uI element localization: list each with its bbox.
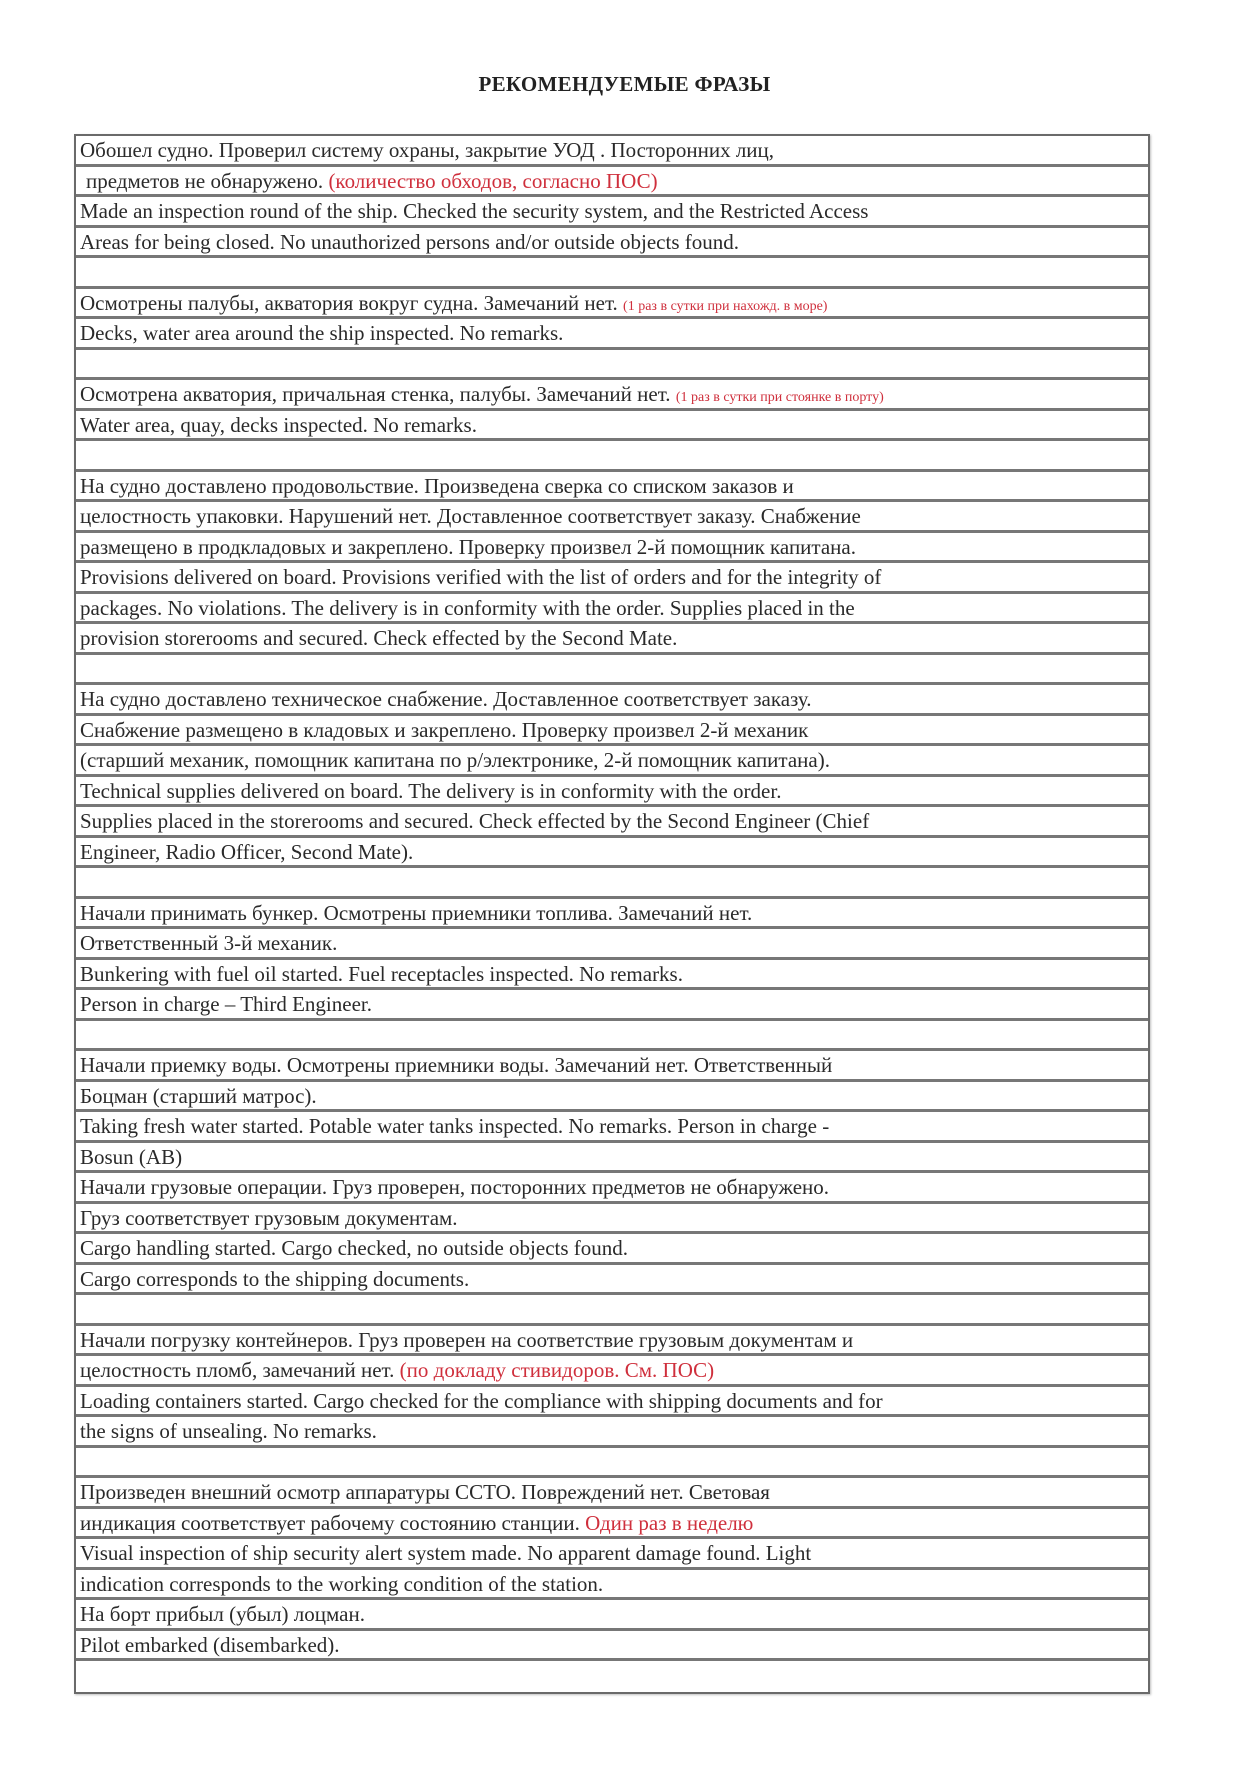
table-row: [76, 1051, 1148, 1082]
table-row: [76, 746, 1148, 777]
phrases-table: [74, 134, 1150, 1694]
table-row: [76, 1509, 1148, 1540]
row-note-red: (1 раз в сутки при стоянке в порту): [675, 390, 884, 405]
table-row: [76, 1356, 1148, 1387]
table-row: [76, 838, 1148, 869]
table-row: [76, 1631, 1148, 1662]
table-row-empty: [76, 441, 1148, 472]
table-row: [76, 228, 1148, 259]
row-text: Technical supplies delivered on board. The delivery is in conformity with the order.: [80, 778, 782, 803]
table-row: [76, 1112, 1148, 1143]
table-row: [76, 777, 1148, 808]
row-text: Ответственный 3-й механик.: [80, 931, 338, 955]
table-row-empty: [76, 1661, 1148, 1692]
row-text: indication corresponds to the working condition of the station.: [80, 1571, 604, 1596]
table-row-empty: [76, 655, 1148, 686]
table-row: [76, 319, 1148, 350]
table-row-empty: [76, 1448, 1148, 1479]
row-text: Engineer, Radio Officer, Second Mate).: [80, 839, 414, 864]
row-text: Visual inspection of ship security alert system made. No apparent damage found. Light: [80, 1541, 812, 1565]
table-row: [76, 685, 1148, 716]
row-text: Water area, quay, decks inspected. No remarks.: [80, 412, 477, 437]
page-title: РЕКОМЕНДУЕМЫЕ ФРАЗЫ: [478, 72, 771, 96]
row-text: Provisions delivered on board. Provisions verified with the list of orders and for the integrity of: [80, 565, 882, 589]
row-text: Произведен внешний осмотр аппаратуры ССТО. Повреждений нет. Световая: [80, 1480, 770, 1504]
table-row: [76, 990, 1148, 1021]
table-row: [76, 594, 1148, 625]
row-text: индикация соответствует рабочему состоянию станции.: [80, 1510, 586, 1535]
row-text: Taking fresh water started. Potable water tanks inspected. No remarks. Person in charge -: [80, 1114, 830, 1138]
row-text: Pilot embarked (disembarked).: [80, 1632, 340, 1657]
row-text: Person in charge – Third Engineer.: [80, 992, 372, 1016]
row-text: целостность упаковки. Нарушений нет. Доставленное соответствует заказу. Снабжение: [80, 504, 861, 528]
row-text: На судно доставлено техническое снабжение. Доставленное соответствует заказу.: [80, 687, 812, 711]
table-row: [76, 1570, 1148, 1601]
table-row: [76, 1265, 1148, 1296]
table-row: [76, 1234, 1148, 1265]
row-text: размещено в продкладовых и закреплено. Проверку произвел 2-й помощник капитана.: [80, 534, 856, 559]
table-row: [76, 380, 1148, 411]
row-text: предметов не обнаружено.: [86, 168, 329, 193]
table-row-empty: [76, 350, 1148, 381]
table-row: [76, 1173, 1148, 1204]
row-text: provision storerooms and secured. Check effected by the Second Mate.: [80, 626, 678, 650]
table-row: [76, 472, 1148, 503]
table-row: [76, 899, 1148, 930]
table-row: [76, 502, 1148, 533]
table-row: [76, 289, 1148, 320]
row-note-red: (по докладу стивидоров. См. ПОС): [399, 1358, 715, 1382]
row-text: Made an inspection round of the ship. Checked the security system, and the Restricted Access: [80, 199, 869, 223]
row-note-red: (количество обходов, согласно ПОС): [328, 168, 658, 193]
table-row: [76, 167, 1148, 198]
row-text: Bunkering with fuel oil started. Fuel receptacles inspected. No remarks.: [80, 961, 683, 986]
row-text: Loading containers started. Cargo checked for the compliance with shipping documents and for: [80, 1388, 883, 1413]
row-text: Начали приемку воды. Осмотрены приемники воды. Замечаний нет. Ответственный: [80, 1053, 833, 1077]
table-row: [76, 563, 1148, 594]
table-row: [76, 807, 1148, 838]
row-note-red: (1 раз в сутки при нахожд. в море): [623, 298, 828, 314]
table-row: [76, 411, 1148, 442]
table-row: [76, 624, 1148, 655]
row-text: Начали принимать бункер. Осмотрены приемники топлива. Замечаний нет.: [80, 900, 753, 925]
table-row-empty: [76, 1021, 1148, 1052]
table-row: [76, 929, 1148, 960]
row-text: Bosun (AB): [80, 1144, 183, 1169]
row-text: packages. No violations. The delivery is in conformity with the order. Supplies placed in the: [80, 595, 855, 620]
table-row-empty: [76, 258, 1148, 289]
row-text: Осмотрена акватория, причальная стенка, палубы. Замечаний нет.: [80, 382, 676, 406]
table-row: [76, 1326, 1148, 1357]
table-row: [76, 197, 1148, 228]
row-text: Снабжение размещено в кладовых и закреплено. Проверку произвел 2-й механик: [80, 717, 809, 742]
row-text: Supplies placed in the storerooms and secured. Check effected by the Second Engineer (Chief: [80, 809, 870, 833]
row-text: На судно доставлено продовольствие. Произведена сверка со списком заказов и: [80, 473, 794, 498]
table-row: [76, 1478, 1148, 1509]
table-row: [76, 1204, 1148, 1235]
row-text: Начали грузовые операции. Груз проверен, посторонних предметов не обнаружено.: [80, 1175, 830, 1199]
table-row: [76, 1417, 1148, 1448]
table-row: [76, 1082, 1148, 1113]
row-text: Cargo handling started. Cargo checked, no outside objects found.: [80, 1236, 629, 1260]
row-text: Груз соответствует грузовым документам.: [80, 1205, 458, 1230]
row-text: Decks, water area around the ship inspected. No remarks.: [80, 321, 564, 345]
table-row: [76, 960, 1148, 991]
table-row: [76, 1387, 1148, 1418]
row-text: (старший механик, помощник капитана по р/электронике, 2-й помощник капитана).: [80, 748, 830, 772]
row-text: Areas for being closed. No unauthorized persons and/or outside objects found.: [80, 229, 739, 254]
row-text: На борт прибыл (убыл) лоцман.: [80, 1602, 365, 1626]
row-text: Начали погрузку контейнеров. Груз проверен на соответствие грузовым документам и: [80, 1327, 854, 1352]
table-row: [76, 533, 1148, 564]
table-row-empty: [76, 868, 1148, 899]
row-text: Обошел судно. Проверил систему охраны, закрытие УОД . Посторонних лиц,: [80, 138, 775, 162]
row-note-red: Один раз в неделю: [585, 1510, 754, 1535]
table-row: [76, 716, 1148, 747]
row-text: Осмотрены палубы, акватория вокруг судна. Замечаний нет.: [80, 290, 624, 315]
table-row: [76, 1600, 1148, 1631]
row-text: the signs of unsealing. No remarks.: [80, 1419, 377, 1443]
row-text: целостность пломб, замечаний нет.: [80, 1358, 400, 1382]
table-row-empty: [76, 1295, 1148, 1326]
table-row: [76, 136, 1148, 167]
table-row: [76, 1143, 1148, 1174]
row-text: Боцман (старший матрос).: [80, 1083, 317, 1108]
row-text: Cargo corresponds to the shipping documents.: [80, 1266, 470, 1291]
table-row: [76, 1539, 1148, 1570]
